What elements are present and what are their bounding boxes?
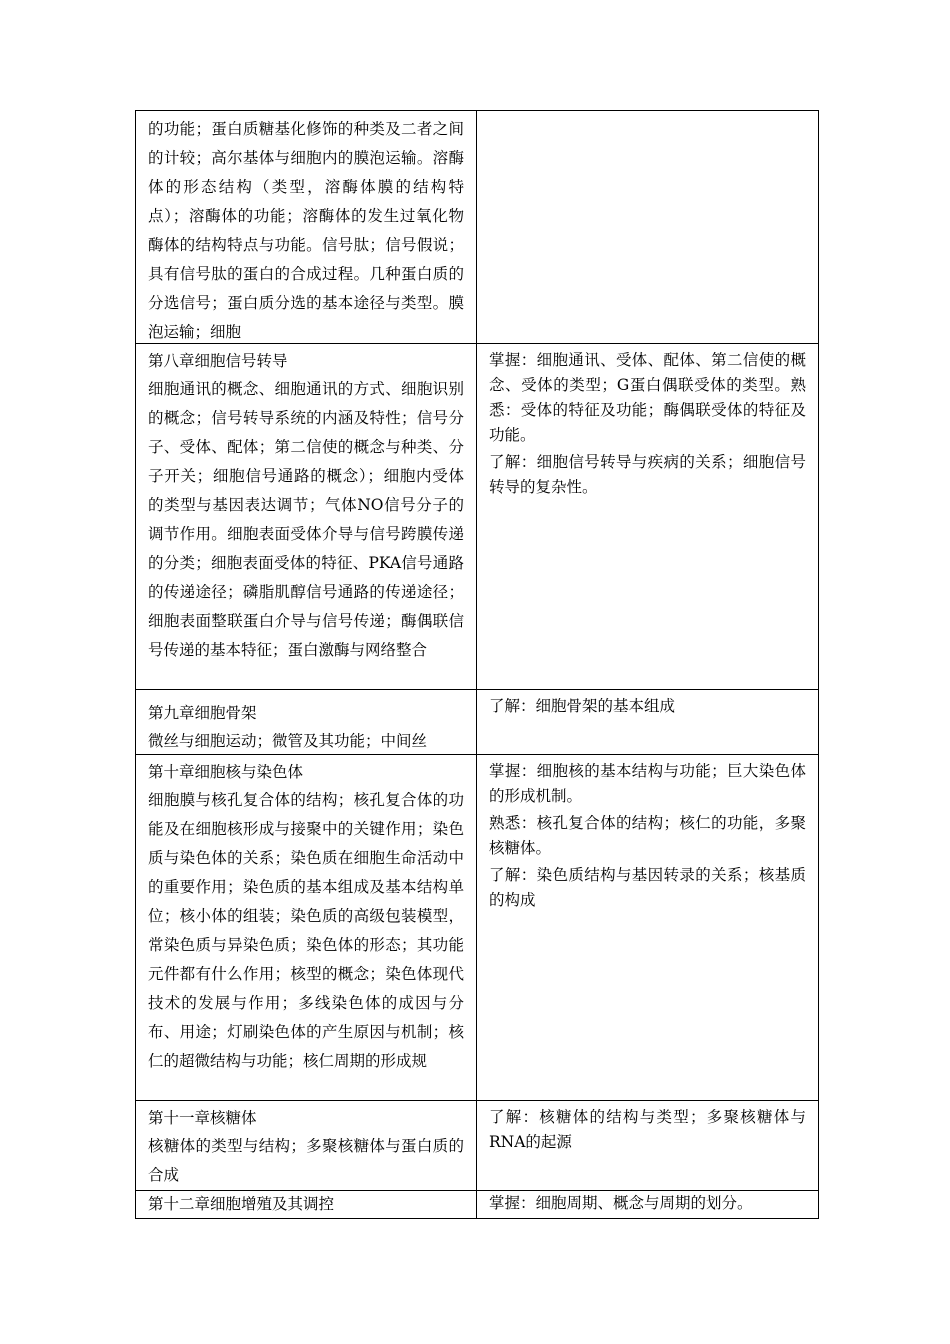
requirement-text: 掌握：细胞周期、概念与周期的划分。 <box>489 1194 753 1212</box>
requirement-cell <box>477 111 819 344</box>
chapter-content: 细胞通讯的概念、细胞通讯的方式、细胞识别的概念；信号转导系统的内涵及特性；信号分子、受体、配体；第二信使的概念与种类、分子开关；细胞信号通路的概念）；细胞内受体的类型与基因表达调节；气体NO信号分子的调节作用。细胞表面受体介导与信号跨膜传递的分类；细胞表面受体的特征、PKA信号通路的传递途径；磷脂肌醇信号通路的传递途径；细胞表面整联蛋白介导与信号传递；酶偶联信号传递的基本特征；蛋白激酶与网络整合 <box>148 380 464 659</box>
content-cell <box>136 344 477 690</box>
requirement-text: 掌握：细胞通讯、受体、配体、第二信使的概念、受体的类型；G蛋白偶联受体的类型。熟悉：受体的特征及功能；酶偶联受体的特征及功能。 <box>489 351 806 444</box>
chapter-title: 第十一章核糖体 <box>148 1109 257 1127</box>
requirement-cell <box>477 1191 819 1219</box>
requirement-text: 了解：核糖体的结构与类型；多聚核糖体与RNA的起源 <box>489 1108 806 1151</box>
syllabus-table <box>135 110 819 1219</box>
chapter-content: 细胞膜与核孔复合体的结构；核孔复合体的功能及在细胞核形成与接聚中的关键作用；染色质与染色体的关系；染色质在细胞生命活动中的重要作用；染色质的基本组成及基本结构单位；核小体的组装；染色质的高级包装模型，常染色质与异染色质；染色体的形态；其功能元件都有什么作用；核型的概念；染色体现代技术的发展与作用；多线染色体的成因与分布、用途；灯刷染色体的产生原因与机制；核仁的超微结构与功能；核仁周期的形成规 <box>148 791 464 1070</box>
content-cell <box>136 1101 477 1191</box>
content-cell <box>136 755 477 1101</box>
chapter-content: 核糖体的类型与结构；多聚核糖体与蛋白质的合成 <box>148 1137 464 1184</box>
requirement-text: 熟悉：核孔复合体的结构；核仁的功能，多聚核糖体。 <box>489 814 806 857</box>
requirement-text: 了解：细胞信号转导与疾病的关系；细胞信号转导的复杂性。 <box>489 453 806 496</box>
table-row <box>136 690 819 755</box>
table-row <box>136 1101 819 1191</box>
requirement-cell <box>477 1101 819 1191</box>
table-row <box>136 344 819 690</box>
chapter-content: 的功能；蛋白质糖基化修饰的种类及二者之间的计较；高尔基体与细胞内的膜泡运输。溶酶体的形态结构（类型，溶酶体膜的结构特点）；溶酶体的功能；溶酶体的发生过氧化物酶体的结构特点与功能。信号肽；信号假说；具有信号肽的蛋白的合成过程。几种蛋白质的分选信号；蛋白质分选的基本途径与类型。膜泡运输；细胞 <box>148 120 464 341</box>
table-row <box>136 1191 819 1219</box>
chapter-title: 第九章细胞骨架 <box>148 704 257 722</box>
requirement-text: 了解：染色质结构与基因转录的关系；核基质的构成 <box>489 866 806 909</box>
content-cell <box>136 690 477 755</box>
chapter-content: 微丝与细胞运动；微管及其功能；中间丝 <box>148 732 428 750</box>
chapter-title: 第十章细胞核与染色体 <box>148 763 304 781</box>
requirement-text: 掌握：细胞核的基本结构与功能；巨大染色体的形成机制。 <box>489 762 806 805</box>
requirement-cell <box>477 690 819 755</box>
content-cell <box>136 1191 477 1219</box>
content-cell <box>136 111 477 344</box>
chapter-title: 第十二章细胞增殖及其调控 <box>148 1195 335 1213</box>
table-row <box>136 111 819 344</box>
chapter-title: 第八章细胞信号转导 <box>148 352 288 370</box>
table-row <box>136 755 819 1101</box>
requirement-text: 了解：细胞骨架的基本组成 <box>489 697 676 715</box>
requirement-cell <box>477 344 819 690</box>
requirement-cell <box>477 755 819 1101</box>
